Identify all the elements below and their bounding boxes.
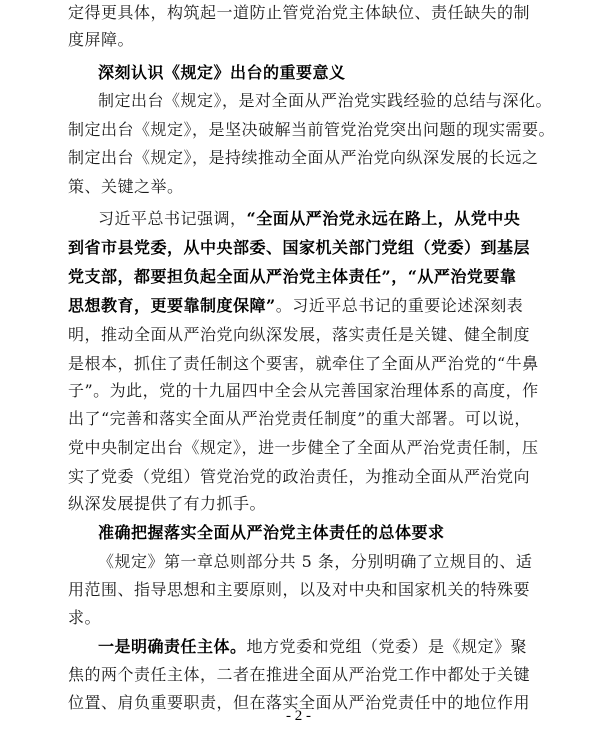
body-text: 习近平总书记强调， (98, 209, 247, 228)
body-text: 是根本，抓住了责任制这个要害，就牵住了全面从严治党的“牛鼻 (68, 354, 539, 373)
body-text: 子”。为此，党的十九届四中全会从完善国家治理体系的高度，作 (68, 381, 539, 400)
bold-text: 思想教育，更要靠制度保障” (68, 296, 276, 315)
section-heading (98, 63, 597, 83)
text-line (68, 438, 597, 458)
body-text: 定得更具体，构筑起一道防止管党治党主体缺位、责任缺失的制 (68, 3, 531, 22)
text-line (98, 209, 597, 229)
text-line (98, 637, 597, 657)
text-line (68, 665, 597, 685)
text-line (68, 3, 597, 23)
body-text: 用范围、指导思想和主要原则，以及对中央和国家机关的特殊要 (68, 580, 531, 599)
body-text: 党中央制定出台《规定》，进一步健全了全面从严治党责任制，压 (68, 438, 539, 457)
bold-text: “全面从严治党永远在路上，从党中央 (246, 209, 521, 228)
text-line (68, 608, 597, 628)
body-text: 明，推动全面从严治党向纵深发展，落实责任是关键、健全制度 (68, 325, 531, 344)
body-text: 出了“完善和落实全面从严治党责任制度”的重大部署。可以说， (68, 409, 531, 428)
body-text: 。习近平总书记的重要论述深刻表 (275, 296, 524, 315)
body-text: 策、关键之举。 (68, 177, 184, 196)
text-line (68, 354, 597, 374)
text-line (98, 552, 597, 572)
bold-text: 深刻认识《规定》出台的重要意义 (98, 63, 346, 82)
body-text: 纵深发展提供了有力抓手。 (68, 494, 267, 513)
text-line (68, 148, 597, 168)
body-text: 制定出台《规定》，是坚决破解当前管党治党突出问题的现实需要。 (68, 120, 556, 139)
text-line (68, 238, 597, 258)
bold-text: 一是明确责任主体。 (98, 637, 247, 656)
body-text: 《规定》第一章总则部分共 5 条，分别明确了立规目的、适 (98, 552, 533, 571)
bold-text: 党支部，都要担负起全面从严治党主体责任”，“从严治党要靠 (68, 267, 517, 286)
text-line (98, 91, 597, 111)
text-line (68, 30, 597, 50)
text-line (68, 381, 597, 401)
text-line (68, 177, 597, 197)
body-text: 焦的两个责任主体，二者在推进全面从严治党工作中都处于关键 (68, 665, 531, 684)
body-text: 位置、肩负重要职责，但在落实全面从严治党责任中的地位作用 (68, 693, 531, 712)
body-text: 制定出台《规定》，是持续推动全面从严治党向纵深发展的长远之 (68, 148, 539, 167)
text-line (68, 267, 597, 287)
body-text: 地方党委和党组（党委）是《规定》聚 (246, 637, 528, 656)
text-line (68, 580, 597, 600)
text-line (68, 296, 597, 316)
text-line (68, 467, 597, 487)
bold-text: 到省市县党委，从中央部委、国家机关部门党组（党委）到基层 (68, 238, 531, 257)
text-line (68, 325, 597, 345)
section-heading (98, 523, 597, 543)
text-line (68, 409, 597, 429)
text-line (68, 120, 597, 140)
body-text: 度屏障。 (68, 30, 135, 49)
body-text: 制定出台《规定》，是对全面从严治党实践经验的总结与深化。 (98, 91, 553, 110)
page-number: - 2 - (286, 708, 311, 724)
text-line (68, 494, 597, 514)
bold-text: 准确把握落实全面从严治党主体责任的总体要求 (98, 523, 445, 542)
body-text: 实了党委（党组）管党治党的政治责任，为推动全面从严治党向 (68, 467, 531, 486)
body-text: 求。 (68, 608, 102, 627)
